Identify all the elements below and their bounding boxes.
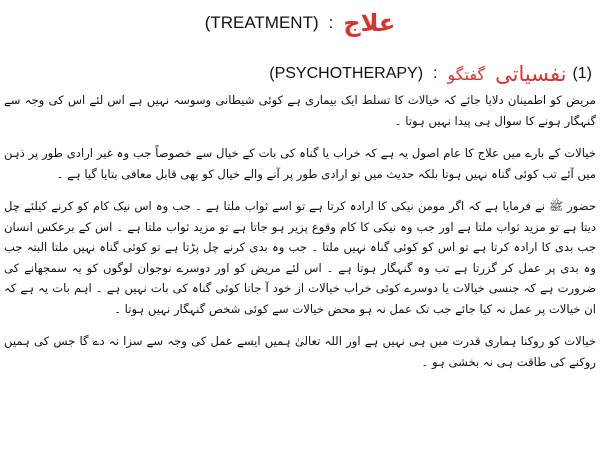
page-header (0, 6, 600, 40)
section-title-urdu-2: گفتگو (447, 64, 486, 84)
paragraph-3: حضور ﷺ نے فرمایا ہے کہ اگر مومن نیکی کا ارادہ کرتا ہے تو اسے ثواب ملتا ہے ۔ جب وہ اس نیک کام کو کرنے کیلئے چل دیتا ہے تو مزید ثواب ملتا ہے اور جب وہ نیکی کا کام وقوع پزیر ہو جاتا ہے تو مزید ثواب ملتا ہے ۔ اس کے برعکس انسان جب بدی کا ارادہ کرتا ہے تو اس کو کوئی گناہ نہیں ملتا ۔ جب وہ بدی کرنے چل پڑتا ہے تو کوئی گناہ نہیں ملتا البتہ جب وہ بدی پر عمل کر گزرتا ہے تب وہ گنہگار ہوتا ہے ۔ اس لئے مریض کو اور دوسرے نوجوان لوگوں کو یہ سمجھانے کی ضرورت ہے کہ جنسی خیالات یا دوسرے کوئی خراب خیالات از خود آ جانا کوئی گناہ کی بات نہیں ہے ۔ اہم بات یہ ہے کہ ان خیالات پر عمل نہ کیا جائے جب تک عمل نہ ہو محض خیالات سے کوئی شخص گنہگار نہیں ہوتا ۔ (4, 199, 596, 316)
title-separator: : (328, 13, 334, 32)
paragraph-1: مریض کو اطمینان دلایا جائے کہ خیالات کا تسلط ایک بیماری ہے کوئی شیطانی وسوسہ نہیں ہے اس لئے اس کی وجہ سے گنہگار ہونے کا سوال ہی پیدا نہیں ہوتا ۔ (4, 93, 596, 128)
section-number: (1) (572, 65, 592, 82)
paragraph-4: خیالات کو روکنا ہماری قدرت میں ہی نہیں ہے اور اللہ تعالیٰ ہمیں ایسے عمل کی وجہ سے سزا نہ دے گا جس کی ہمیں روکنے کی طاقت ہی نہ بخشی ہو ۔ (4, 334, 596, 369)
title-urdu: علاج (343, 9, 396, 37)
section-title-urdu-1: نفسیاتی (495, 62, 567, 86)
body-text (4, 90, 596, 372)
section-colon: : (433, 65, 438, 82)
section-heading (269, 58, 592, 90)
title-english: (TREATMENT) (204, 13, 319, 32)
section-title-english: (PSYCHOTHERAPY) (269, 65, 424, 82)
paragraph-2: خیالات کے بارے میں علاج کا عام اصول یہ ہے کہ خراب یا گناہ کی بات کے خیال سے خصوصاً جب وہ غیر ارادی طور پر ذہن میں آئے تب کوئی گناہ نہیں ہوتا بلکہ حدیث میں تو ارادی طور پر آنے والے خیال کو بھی قابل معافی بتایا گیا ہے ۔ (4, 146, 596, 181)
